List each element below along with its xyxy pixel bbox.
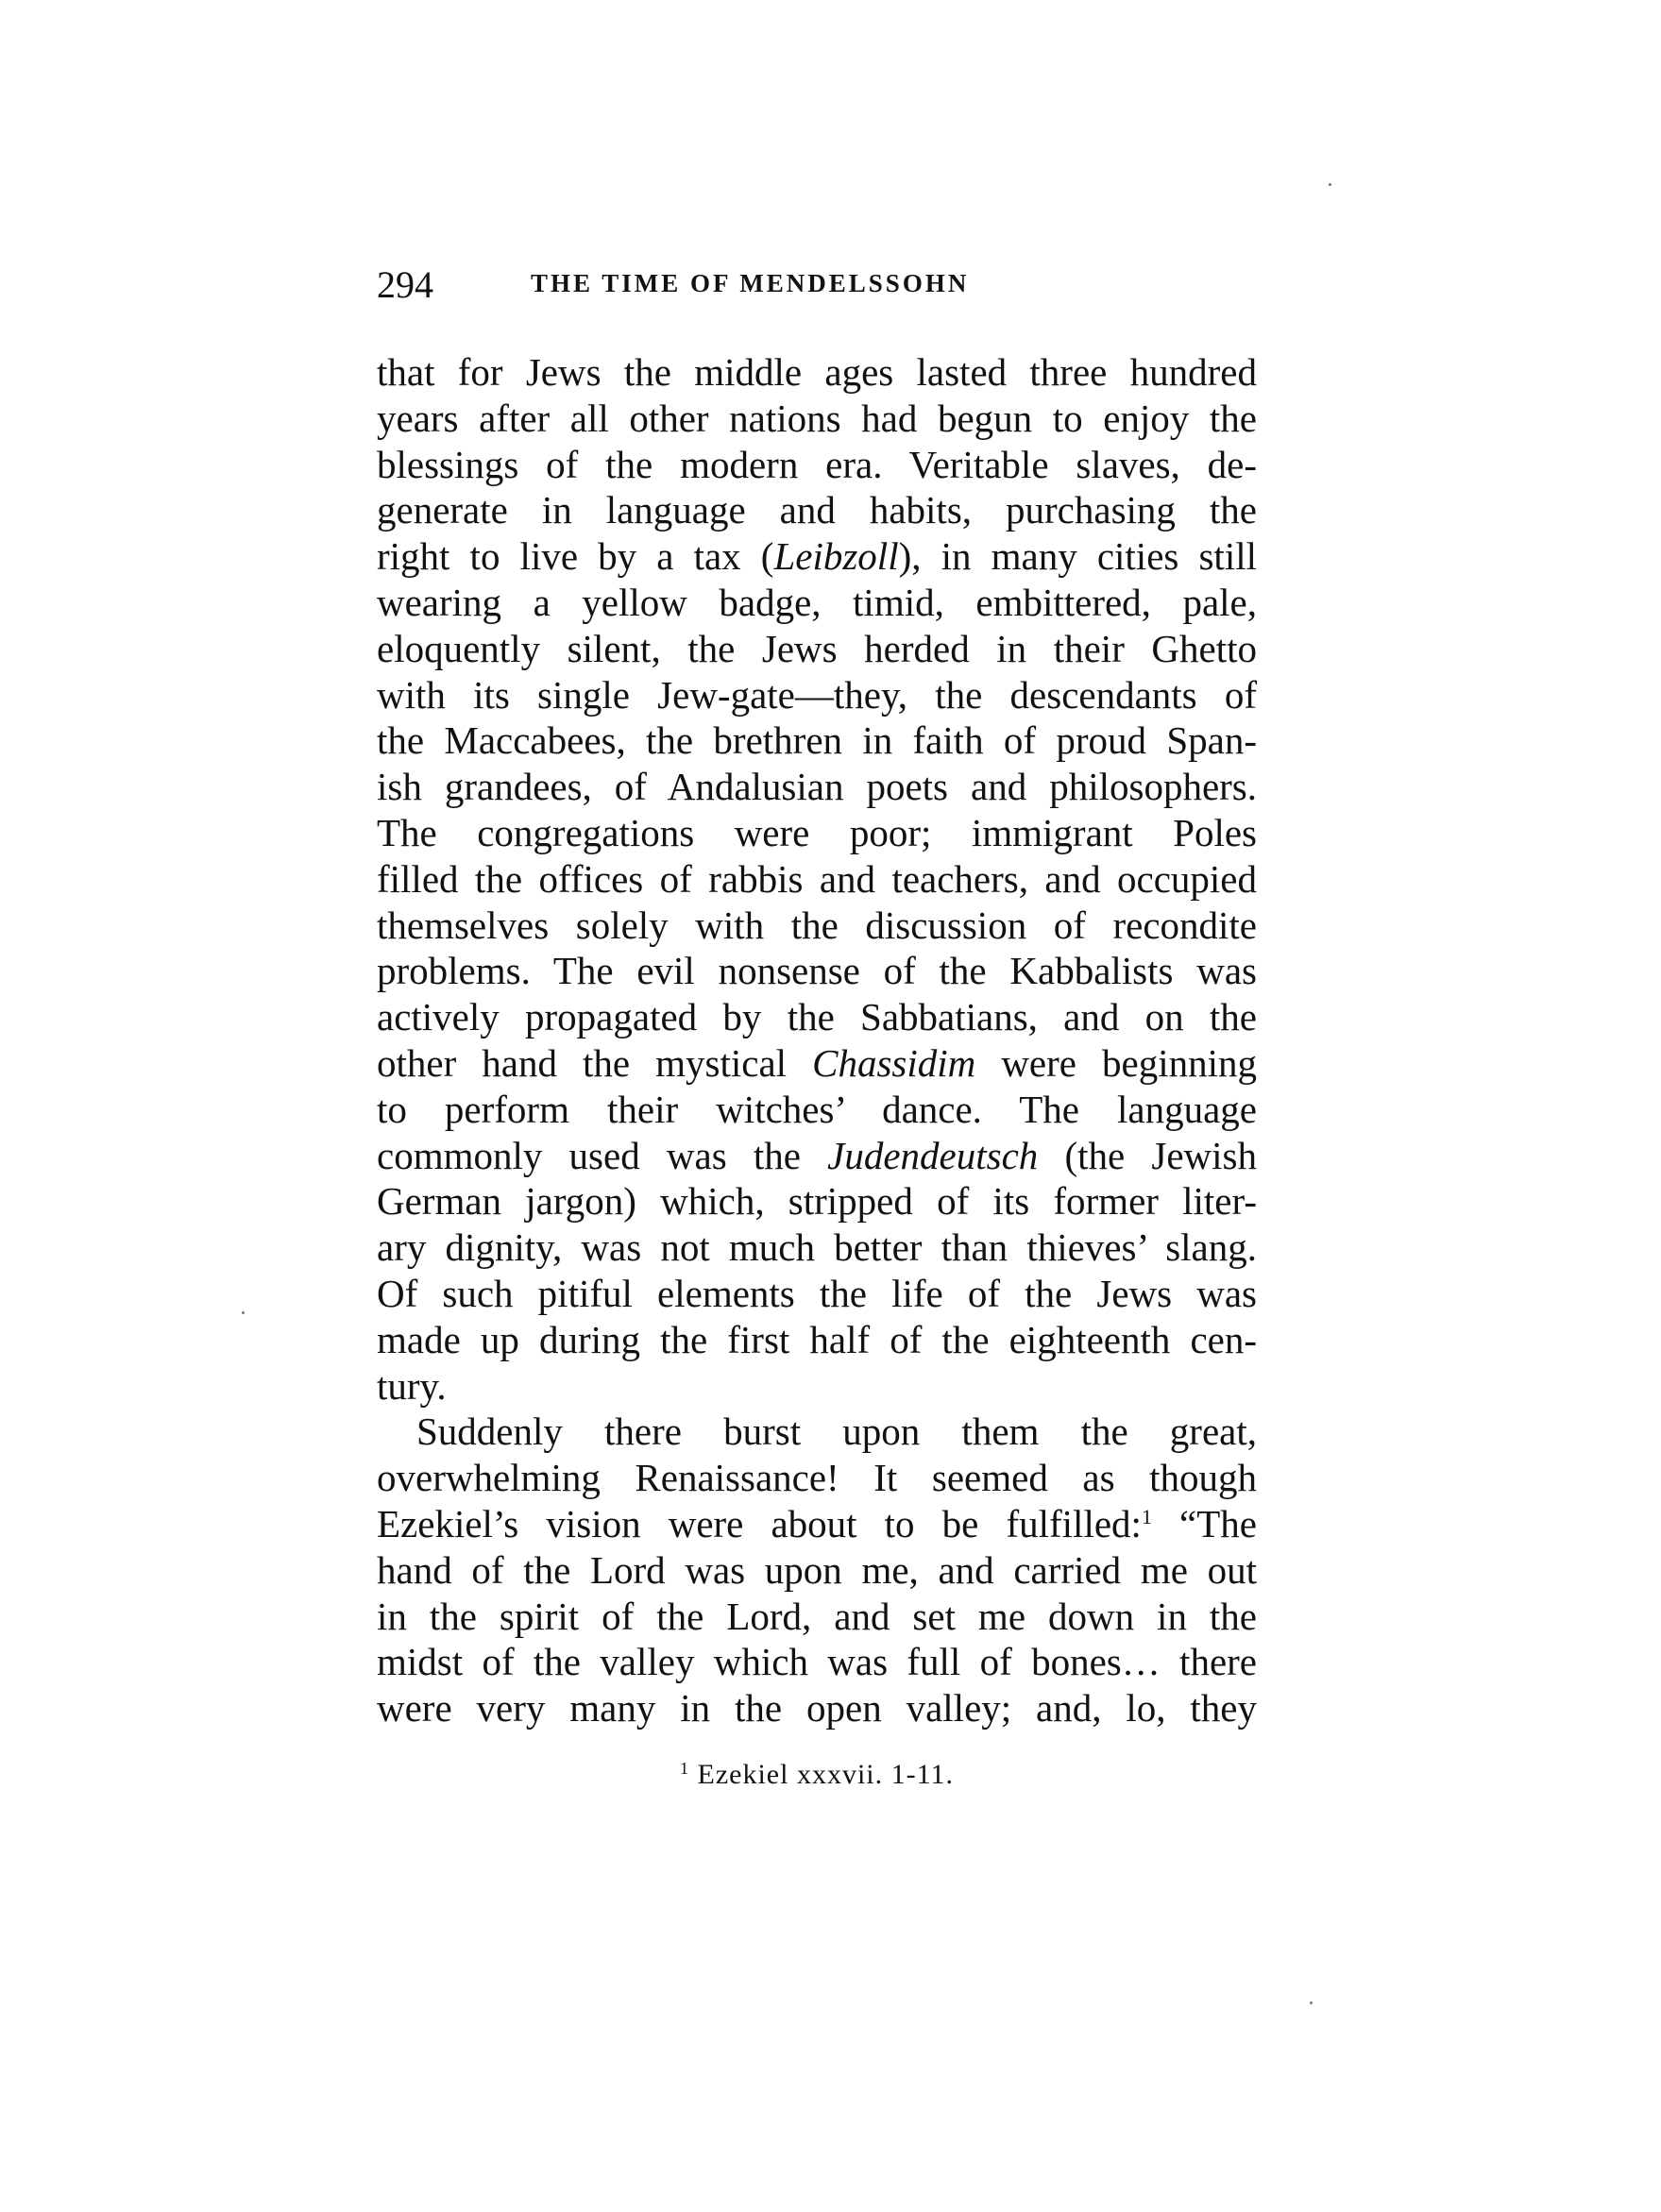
text-run: generate in language and habits, purchasing the — [377, 488, 1257, 532]
text-line — [377, 1685, 1257, 1731]
text-line — [377, 994, 1257, 1040]
text-line — [377, 349, 1257, 396]
text-run: The congregations were poor; immigrant Poles — [377, 810, 1257, 854]
text-line — [377, 1409, 1257, 1455]
text-line — [377, 626, 1257, 672]
text-run: actively propagated by the Sabbatians, and on the — [377, 995, 1257, 1039]
running-title: THE TIME OF MENDELSSOHN — [531, 269, 970, 297]
italic-term: Judendeutsch — [827, 1133, 1039, 1177]
text-run: Of such pitiful elements the life of the Jews was — [377, 1271, 1257, 1315]
text-run: overwhelming Renaissance! It seemed as though — [377, 1456, 1257, 1500]
text-line — [377, 1547, 1257, 1594]
text-line — [377, 1271, 1257, 1317]
italic-term: Chassidim — [812, 1040, 976, 1085]
text-run: filled the offices of rabbis and teachers, and occupied — [377, 856, 1257, 901]
text-run: ), in many cities still — [898, 534, 1257, 579]
text-run: to perform their witches’ dance. The language — [377, 1087, 1257, 1131]
speck — [1329, 183, 1331, 186]
text-run: (the Jewish — [1038, 1133, 1257, 1177]
text-run: the Maccabees, the brethren in faith of proud Span- — [377, 718, 1257, 763]
text-line — [377, 1594, 1257, 1640]
text-run: years after all other nations had begun to enjoy the — [377, 396, 1257, 440]
text-run: with its single Jew-gate—they, the descendants of — [377, 672, 1257, 717]
italic-term: Leibzoll — [773, 534, 899, 579]
text-run: problems. The evil nonsense of the Kabbalists was — [377, 949, 1257, 993]
text-run: tury. — [377, 1363, 447, 1408]
text-line — [377, 903, 1257, 949]
body-text — [377, 349, 1257, 1731]
footnote-ref: 1 — [1141, 1504, 1152, 1528]
text-run: midst of the valley which was full of bones… there — [377, 1640, 1257, 1684]
text-line — [377, 764, 1257, 810]
text-run: that for Jews the middle ages lasted three hundred — [377, 350, 1257, 394]
text-line — [377, 1317, 1257, 1363]
footnote-text: Ezekiel xxxvii. 1-11. — [697, 1759, 954, 1790]
text-line — [377, 442, 1257, 488]
text-line — [377, 396, 1257, 442]
text-run: eloquently silent, the Jews herded in their Ghetto — [377, 626, 1257, 670]
speck — [1310, 2001, 1313, 2004]
text-line — [377, 1087, 1257, 1133]
text-run: other hand the mystical — [377, 1040, 813, 1085]
text-line — [377, 580, 1257, 626]
text-run: in the spirit of the Lord, and set me down in the — [377, 1594, 1257, 1638]
text-run: ish grandees, of Andalusian poets and philosophers. — [377, 765, 1257, 809]
text-line — [377, 1178, 1257, 1224]
text-line — [377, 1501, 1257, 1547]
text-run: were very many in the open valley; and, lo, they — [377, 1686, 1257, 1731]
text-line — [377, 487, 1257, 533]
speck — [242, 1311, 245, 1314]
text-line — [377, 1040, 1257, 1087]
text-run: wearing a yellow badge, timid, embittered, pale, — [377, 580, 1257, 624]
text-run: ary dignity, was not much better than thieves’ slang. — [377, 1225, 1257, 1270]
text-line — [377, 810, 1257, 856]
text-line — [377, 1639, 1257, 1685]
text-run: Ezekiel’s vision were about to be fulfilled: — [377, 1501, 1142, 1545]
text-line — [377, 672, 1257, 718]
text-line — [377, 948, 1257, 994]
text-line — [377, 856, 1257, 903]
page-number: 294 — [377, 263, 433, 306]
text-line — [377, 718, 1257, 764]
footnote-marker: 1 — [680, 1759, 689, 1778]
text-run: made up during the first half of the eighteenth cen- — [377, 1317, 1257, 1361]
text-line — [377, 1224, 1257, 1271]
text-run: blessings of the modern era. Veritable slaves, de- — [377, 442, 1257, 486]
text-line — [377, 533, 1257, 580]
text-run: German jargon) which, stripped of its former liter- — [377, 1179, 1257, 1224]
text-line — [377, 1363, 1257, 1410]
text-run: “The — [1151, 1501, 1257, 1545]
text-run: Suddenly there burst upon them the great, — [416, 1410, 1257, 1454]
text-run: were beginning — [975, 1040, 1258, 1085]
text-run: right to live by a tax ( — [377, 534, 774, 579]
text-run: themselves solely with the discussion of recondite — [377, 903, 1257, 947]
text-run: hand of the Lord was upon me, and carried me out — [377, 1547, 1257, 1592]
text-run: commonly used was the — [377, 1133, 828, 1177]
footnote — [377, 1758, 1257, 1792]
text-line — [377, 1455, 1257, 1501]
text-line — [377, 1133, 1257, 1179]
